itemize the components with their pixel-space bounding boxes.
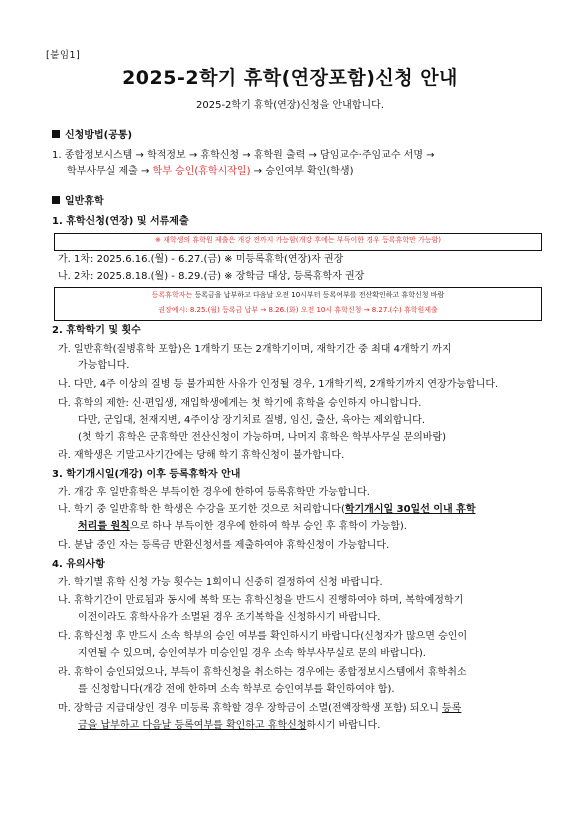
list-item: (첫 학기 휴학은 군휴학만 전산신청이 가능하며, 나머지 휴학은 학부사무실 문의바람) xyxy=(78,432,447,443)
list-underline: 금을 납부하고 다음날 등록여부를 확인하고 휴학신청 xyxy=(78,720,307,731)
procedure-text: → 승인여부 확인(학생) xyxy=(250,166,354,177)
list-item: 라. 휴학이 승인되었으나, 부득이 휴학신청을 취소하는 경우에는 종합정보시스템에서 휴학취소 xyxy=(58,667,467,678)
list-item: 를 신청합니다(개강 전에 한하며 소속 학부로 승인여부를 확인하여야 함). xyxy=(78,684,395,695)
list-item: 다. 휴학의 제한: 신·편입생, 재입학생에게는 첫 학기에 휴학을 승인하지 아니합니다. xyxy=(58,398,422,409)
notice-box-2-line-1 xyxy=(55,290,541,300)
square-bullet-icon xyxy=(52,196,60,204)
section-heading-application xyxy=(52,129,132,143)
list-item xyxy=(58,503,475,517)
list-item: 다. 분납 중인 자는 등록금 반환신청서를 제출하여야 휴학신청이 가능합니다. xyxy=(58,540,390,551)
period-1: 가. 1차: 2025.6.16.(월) - 6.27.(금) ※ 미등록휴학(연장)자 권장 xyxy=(58,254,344,265)
subheading-1: 1. 휴학신청(연장) 및 서류제출 xyxy=(52,216,189,227)
list-item: 가. 학기별 휴학 신청 가능 횟수는 1회이니 신중히 결정하여 신청 바랍니다. xyxy=(58,577,383,588)
list-text: 하시기 바랍니다. xyxy=(306,720,381,731)
notice-highlight: 등록휴학자는 xyxy=(151,291,193,299)
list-item: 나. 다만, 4주 이상의 질병 등 불가피한 사유가 인정될 경우, 1개학기씩, 2개학기까지 연장가능합니다. xyxy=(58,379,499,390)
page-subtitle: 2025-2학기 휴학(연장)신청을 안내합니다. xyxy=(196,100,384,111)
list-item xyxy=(78,520,407,534)
list-item: 이전이라도 휴학사유가 소멸된 경우 조기복학을 신청하시기 바랍니다. xyxy=(78,612,381,623)
list-emphasis: 학기개시일 30일선 이내 휴학 xyxy=(344,504,476,515)
notice-box-1 xyxy=(54,233,542,251)
list-underline: 등록 xyxy=(442,703,462,714)
procedure-line-2 xyxy=(67,165,353,179)
subheading-2: 2. 휴학학기 및 횟수 xyxy=(52,325,141,336)
list-item xyxy=(58,702,461,716)
list-item: 라. 재학생은 기말고사기간에는 당해 학기 휴학신청이 불가합니다. xyxy=(58,450,345,461)
list-emphasis: 처리를 원칙 xyxy=(78,521,130,532)
list-item: 지연될 수 있으며, 승인여부가 미승인일 경우 소속 학부사무실로 문의 바랍니다). xyxy=(78,648,426,659)
notice-box-2-line-2: 권장예시: 8.25.(월) 등록금 납부 → 8.26.(화) 오전 10시 휴학신청 → 8.27.(수) 휴학원제출 xyxy=(158,306,438,314)
attachment-label: [붙임1] xyxy=(46,50,81,61)
list-text: 마. 장학금 지급대상인 경우 미등록 휴학할 경우 장학금이 소멸(전액장학생 포함) 되오니 xyxy=(58,703,443,714)
notice-text: 등록금을 납부하고 다음날 오전 10시부터 등록여부를 전산확인하고 휴학신청 바람 xyxy=(192,291,445,299)
section-heading-text: 일반휴학 xyxy=(65,196,104,207)
list-item: 가능합니다. xyxy=(78,360,130,371)
procedure-highlight: 학부 승인(휴학시작일) xyxy=(152,166,251,177)
notice-box-2 xyxy=(54,287,542,321)
procedure-line-1: 1. 종합정보시스템 → 학적정보 → 휴학신청 → 휴학원 출력 → 담임교수·주임교수 서명 → xyxy=(52,150,435,161)
square-bullet-icon xyxy=(52,130,60,138)
list-item: 다. 휴학신청 후 반드시 소속 학부의 승인 여부를 확인하시기 바랍니다(신청자가 많으면 승인이 xyxy=(58,631,468,642)
list-item: 다만, 군입대, 천재지변, 4주이상 장기치료 질병, 임신, 출산, 육아는 제외합니다. xyxy=(78,415,426,426)
period-2: 나. 2차: 2025.8.18.(월) - 8.29.(금) ※ 장학금 대상, 등록휴학자 권장 xyxy=(58,271,365,282)
procedure-text: 학부사무실 제출 → xyxy=(67,166,153,177)
list-item: 가. 일반휴학(질병휴학 포함)은 1개학기 또는 2개학기이며, 재학기간 중 최대 4개학기 까지 xyxy=(58,344,452,355)
section-heading-general xyxy=(52,195,104,209)
list-item xyxy=(78,719,380,733)
list-text: 나. 학기 중 일반휴학 한 학생은 수강을 포기한 것으로 처리합니다( xyxy=(58,504,345,515)
notice-box-1-text: ※ 재학생의 휴학원 제출은 개강 전까지 가능함(개강 후에는 부득이한 경우 등록휴학만 가능함) xyxy=(155,236,441,244)
list-item: 나. 휴학기간이 만료됨과 동시에 복학 또는 휴학신청을 반드시 진행하여야 하며, 복학예정학기 xyxy=(58,595,464,606)
section-heading-text: 신청방법(공통) xyxy=(65,130,133,141)
subheading-3: 3. 학기개시일(개강) 이후 등록휴학자 안내 xyxy=(52,469,241,480)
subheading-4: 4. 유의사항 xyxy=(52,559,105,570)
list-item: 가. 개강 후 일반휴학은 부득이한 경우에 한하여 등록휴학만 가능합니다. xyxy=(58,487,370,498)
page-title: 2025-2학기 휴학(연장포함)신청 안내 xyxy=(122,67,458,89)
list-text: 으로 하나 부득이한 경우에 한하여 학부 승인 후 휴학이 가능함). xyxy=(129,521,407,532)
